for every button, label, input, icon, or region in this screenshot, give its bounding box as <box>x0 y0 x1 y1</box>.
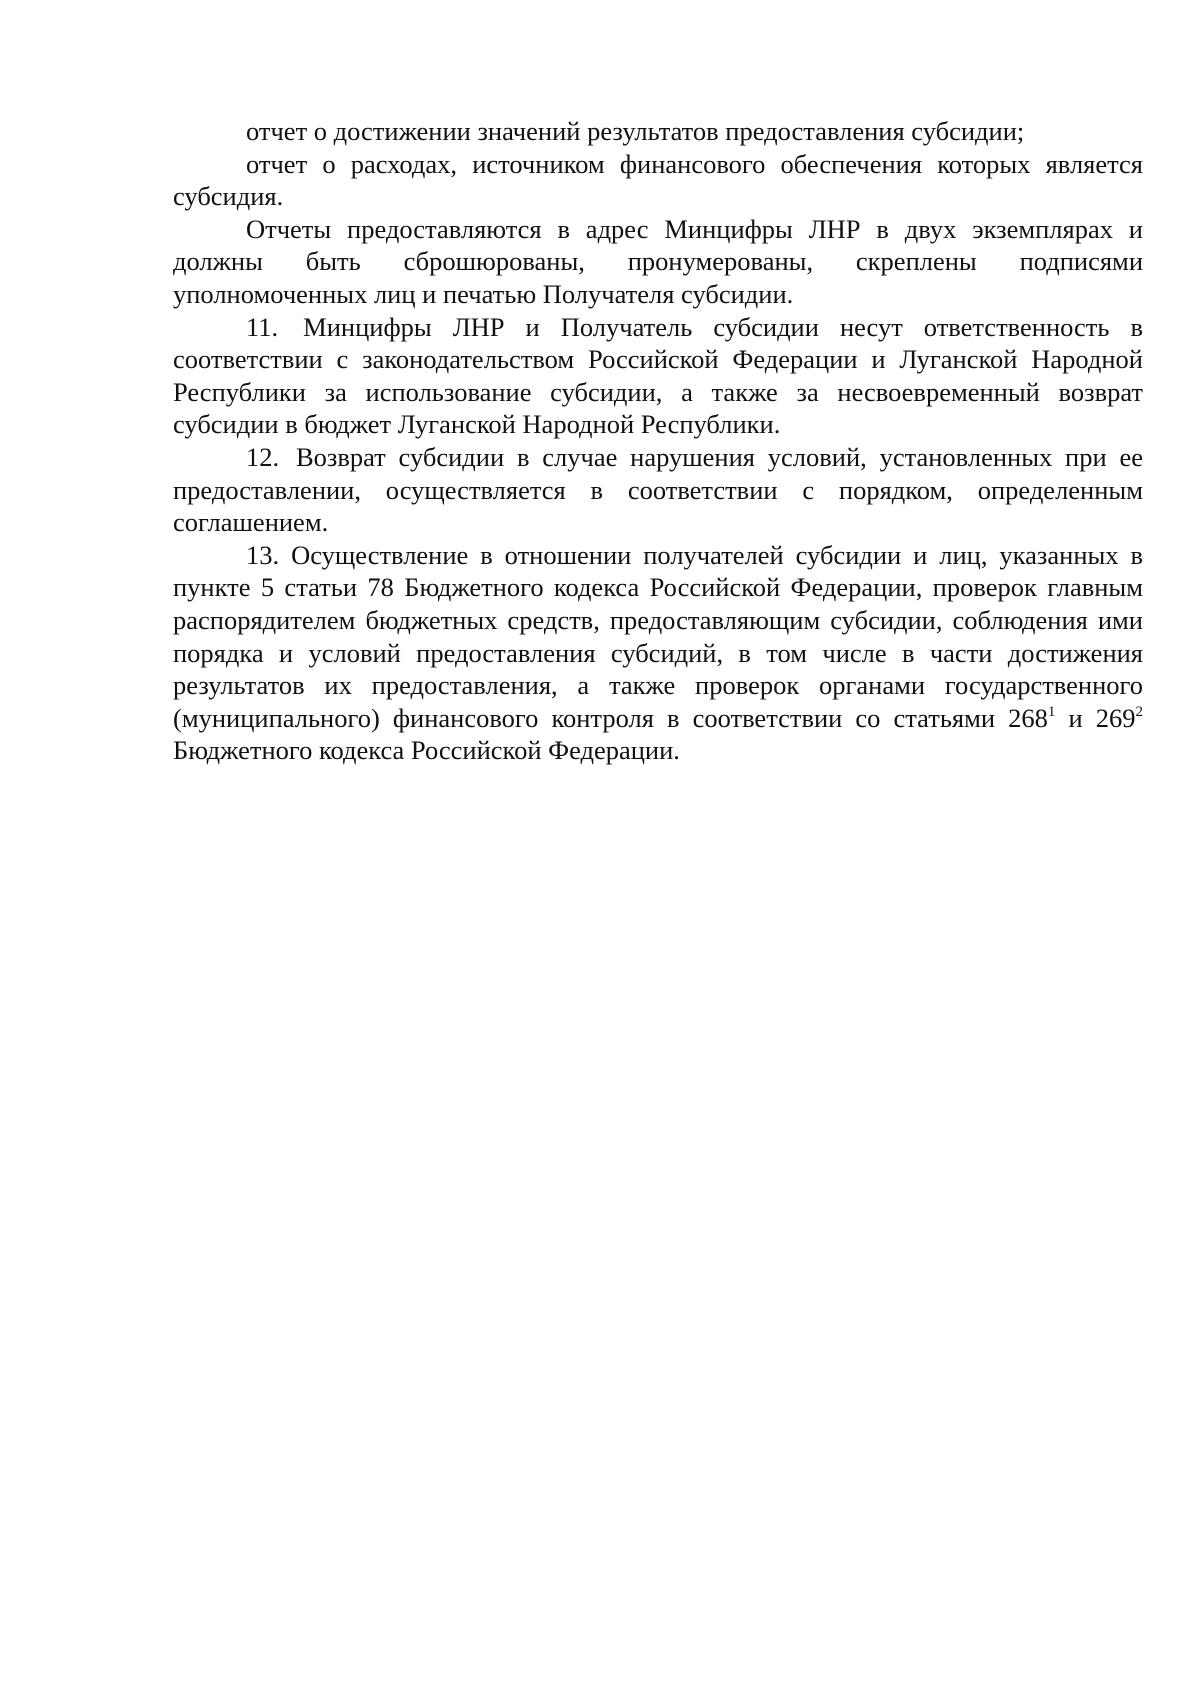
paragraph-clause-13: 13. Осуществление в отношении получателей субсидии и лиц, указанных в пункте 5 статьи 78 Бюджетного кодекса Российской Федерации, проверок главным распорядителем бюджетных средств, предоставляющим субсидии, соблюдения ими порядка и условий предоставления субсидий, в том числе в части достижения результатов их предоставления, а также проверок органами государственного (муниципального) финансового контроля в соответствии со статьями $268^1$ и $269^2$ Бюджетного кодекса Российской Федерации. <box>173 539 1144 766</box>
clause-number: 12. <box>246 441 280 472</box>
paragraph-clause-12 <box>173 441 1143 539</box>
paragraph-clause-11 <box>173 311 1143 441</box>
paragraph-text: Отчеты предоставляются в адрес Минцифры ЛНР в двух экземплярах и должны быть сброшюрованы, пронумерованы, скреплены подписями уполномоченных лиц и печатью Получателя субсидии. <box>173 213 1143 309</box>
article-superscript: 2 <box>1135 703 1144 720</box>
paragraph-reports-submission <box>173 213 1143 311</box>
article-reference: $268^1$ <box>1008 702 1056 733</box>
clause-number: 13. <box>246 539 280 570</box>
paragraph-report-results <box>173 115 1143 148</box>
paragraph-text: Бюджетного кодекса Российской Федерации. <box>173 735 680 766</box>
clause-number: 11. <box>246 311 279 342</box>
paragraph-text: Возврат субсидии в случае нарушения условий, установленных при ее предоставлении, осуществляется в соответствии с порядком, определенным соглашением. <box>173 441 1143 538</box>
document-body <box>173 115 1143 767</box>
paragraph-report-expenses <box>173 148 1143 213</box>
article-superscript: 1 <box>1047 703 1056 720</box>
paragraph-text: Осуществление в отношении получателей субсидии и лиц, указанных в пункте 5 статьи 78 Бюджетного кодекса Российской Федерации, проверок главным распорядителем бюджетных средств, предоставляющим субсидии, соблюдения ими порядка и условий предоставления субсидий, в том числе в части достижения результатов их предоставления, а также проверок органами государственного (муниципального) финансового контроля в соответствии со статьями <box>173 539 1144 733</box>
paragraph-text: отчет о расходах, источником финансового обеспечения которых является субсидия. <box>173 148 1143 212</box>
article-reference: $269^2$ <box>1095 702 1144 733</box>
paragraph-text: Минцифры ЛНР и Получатель субсидии несут ответственность в соответствии с законодательством Российской Федерации и Луганской Народной Республики за использование субсидии, а также за несвоевременный возврат субсидии в бюджет Луганской Народной Республики. <box>173 311 1143 440</box>
paragraph-text: отчет о достижении значений результатов предоставления субсидии; <box>246 116 1025 146</box>
